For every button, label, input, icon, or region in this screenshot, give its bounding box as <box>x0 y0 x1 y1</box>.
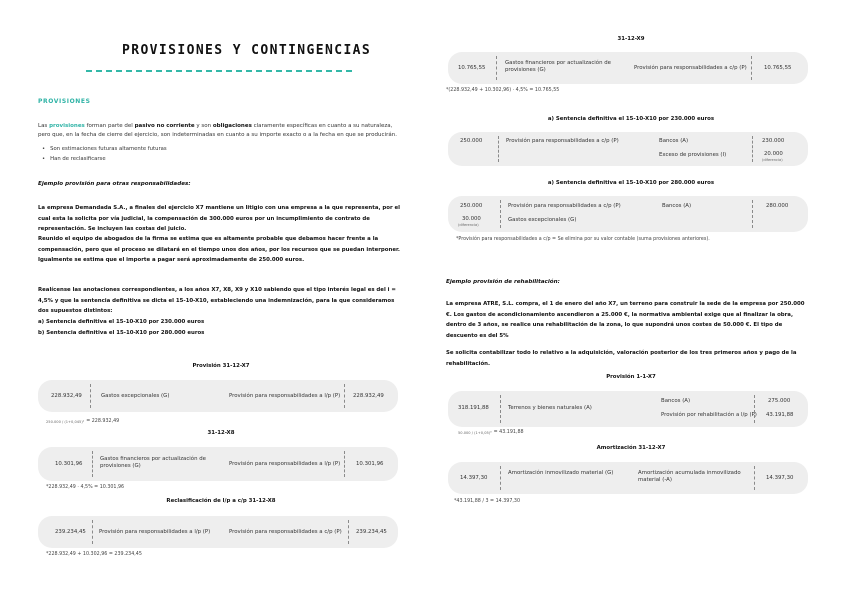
credit-account: Provisión para responsabilidades a c/p (P) <box>229 529 342 535</box>
separator <box>90 384 91 408</box>
journal-entry <box>38 516 398 548</box>
credit-amount: 10.765,55 <box>764 65 792 71</box>
intro-paragraph <box>38 122 404 139</box>
entry-title: Reclasificación de l/p a c/p 31-12-X8 <box>166 498 276 504</box>
bullet-item: • Son estimaciones futuras altamente futuras <box>42 146 167 152</box>
entry-title: a) Sentencia definitiva el 15-10-X10 por 230.000 euros <box>547 116 715 122</box>
case-b: b) Sentencia definitiva el 15-10-X10 por 280.000 euros <box>38 330 205 336</box>
debit-account: Gastos excepcionales (G) <box>508 217 577 223</box>
debit-amount: 318.191,88 <box>458 405 489 411</box>
statement-paragraph: La empresa ATRE, S.L. compra, el 1 de enero del año X7, un terreno para construir la sede de la empresa por 250.000 €. Los gastos de acondicionamiento ascendieron a 25.000 €, la normativa ambiental exige que al finalizar la obra, dentro de 3 años, se realice una rehabilitación de la zona, lo que supondrá unos costes de 50.000 €. El tipo de descuento es del 5% <box>446 301 805 339</box>
credit-account: Bancos (A) <box>661 398 691 404</box>
separator <box>344 384 345 408</box>
separator <box>496 56 497 80</box>
debit-account: Provisión para responsabilidades a c/p (P) <box>506 138 619 144</box>
debit-amount: 10.765,55 <box>458 65 486 71</box>
journal-entry <box>448 196 808 232</box>
debit-amount: 10.301,96 <box>55 461 83 467</box>
calc-note: *(228.932,49 + 10.302,96) · 4,5% = 10.765,55 <box>446 88 560 93</box>
calc-note <box>458 430 524 435</box>
credit-account: Amortización acumulada inmovilizado material (-A) <box>638 470 741 483</box>
note-result: = 43.191,88 <box>493 430 524 435</box>
journal-entry <box>38 447 398 481</box>
journal-entry <box>448 52 808 84</box>
debit-amount: 14.397,30 <box>460 475 488 481</box>
note-result: = 228.932,49 <box>86 419 120 424</box>
credit-account: Provisión para responsabilidades a l/p (P) <box>229 461 341 467</box>
separator <box>92 520 93 544</box>
credit-amount: 228.932,49 <box>353 393 384 399</box>
calc-note: *228.932,49 · 4,5% = 10.301,96 <box>46 485 125 490</box>
separator <box>752 200 753 228</box>
credit-account: Provisión para responsabilidades a c/p (P) <box>634 65 747 71</box>
credit-amount: 275.000 <box>768 398 791 404</box>
intro-text-2: forman parte del <box>84 123 135 129</box>
entry-title: a) Sentencia definitiva el 15-10-X10 por 280.000 euros <box>547 180 715 186</box>
entry-title: 31-12-X9 <box>617 36 645 42</box>
credit-amount: 14.397,30 <box>766 475 794 481</box>
statement-paragraph: Reunido el equipo de abogados de la firma se estima que es altamente probable que debamos hacer frente a la compensación, pero que el proceso se dilatará en el tiempo unos dos años, por los recursos que se puedan interponer. Igualmente se estima que el importe a pagar será aproximadamente de 250.000 euros. <box>38 236 400 263</box>
calc-note <box>46 419 119 424</box>
separator <box>754 395 755 423</box>
credit-account: Bancos (A) <box>659 138 689 144</box>
amount-subnote: (diferencia) <box>458 223 479 227</box>
intro-text-4: claramente específicas en cuanto a su naturaleza, pero que, en la fecha de cierre del ejercicio, son indeterminadas en cuanto a su importe exacto o a la fecha en que se producirán. <box>38 123 397 138</box>
credit-account: Provisión para responsabilidades a l/p (P) <box>229 393 341 399</box>
separator <box>751 56 752 80</box>
page-title: PROVISIONES Y CONTINGENCIAS <box>122 43 372 58</box>
credit-amount: 20.000 <box>764 151 783 157</box>
separator <box>752 136 753 162</box>
debit-account: Gastos financieros por actualización de provisiones (G) <box>505 60 611 73</box>
intro-text-1: Las <box>38 123 50 129</box>
debit-account: Gastos excepcionales (G) <box>101 393 170 399</box>
credit-account: Exceso de provisiones (I) <box>659 152 727 158</box>
bullet-item: • Han de reclasificarse <box>42 156 106 162</box>
separator <box>92 451 93 477</box>
debit-account: Provisión para responsabilidades a c/p (P) <box>508 203 621 209</box>
debit-amount: 30.000 <box>462 216 481 222</box>
example-title: Ejemplo provisión para otras responsabilidades: <box>38 181 191 187</box>
debit-account: Provisión para responsabilidades a l/p (P) <box>99 529 211 535</box>
entry-title: Provisión 1-1-X7 <box>606 374 656 380</box>
calc-note: *228.932,49 + 10.302,96 = 239.234,45 <box>46 552 142 557</box>
debit-amount: 250.000 <box>460 203 483 209</box>
credit-account: Bancos (A) <box>662 203 692 209</box>
credit-amount: 239.234,45 <box>356 529 387 535</box>
intro-text-3: y son <box>194 123 213 129</box>
separator <box>344 451 345 477</box>
journal-entry <box>448 462 808 494</box>
debit-account: Terrenos y bienes naturales (A) <box>508 405 592 411</box>
entry-title: Provisión 31-12-X7 <box>192 363 250 369</box>
credit-amount: 43.191,88 <box>766 412 794 418</box>
amount-subnote: (diferencia) <box>762 158 783 162</box>
note-formula: 50.000 / (1+0,05)³ <box>458 430 492 435</box>
credit-amount: 10.301,96 <box>356 461 384 467</box>
case-a: a) Sentencia definitiva el 15-10-X10 por 230.000 euros <box>38 319 205 325</box>
journal-entry <box>38 380 398 412</box>
intro-bold-1: pasivo no corriente <box>134 123 195 129</box>
calc-note: *Provisión para responsabilidades a c/p = Se elimina por su valor contable (suma provisiones anteriores). <box>456 237 710 242</box>
debit-amount: 228.932,49 <box>51 393 82 399</box>
statement-paragraph: Se solicita contabilizar todo lo relativo a la adquisición, valoración posterior de los tres primeros años y pago de la rehabilitación. <box>446 350 797 367</box>
journal-entry <box>448 391 808 427</box>
journal-entry <box>448 132 808 166</box>
statement-paragraph: Realícense las anotaciones correspondientes, a los años X7, X8, X9 y X10 sabiendo que el tipo interés legal es del i = 4,5% y que la sentencia definitiva se dicta el 15-10-X10, estableciendo una indemnización, para la que consideramos dos supuestos distintos: <box>38 287 396 314</box>
statement-paragraph: La empresa Demandada S.A., a finales del ejercicio X7 mantiene un litigio con una empresa a la que representa, por el cual esta la solicita por vía judicial, la compensación de 300.000 euros por un incumplimiento de contrato de representación. Se incluyen las costas del juicio. <box>38 205 400 232</box>
debit-amount: 250.000 <box>460 138 483 144</box>
credit-amount: 230.000 <box>762 138 785 144</box>
separator <box>500 200 501 228</box>
debit-account: Amortización inmovilizado material (G) <box>508 470 614 476</box>
section-heading: PROVISIONES <box>38 98 91 105</box>
separator <box>498 136 499 162</box>
entry-title: 31-12-X8 <box>207 430 235 436</box>
credit-account: Provisión por rehabilitación a l/p (P) <box>661 412 757 418</box>
separator <box>754 466 755 490</box>
intro-bold-2: obligaciones <box>212 123 252 129</box>
note-formula: 250.000 / (1+0,045)² <box>46 419 85 424</box>
title-underline <box>86 70 352 72</box>
credit-amount: 280.000 <box>766 203 789 209</box>
debit-account: Gastos financieros por actualización de provisiones (G) <box>100 456 206 469</box>
calc-note: *43.191,88 / 3 = 14.397,30 <box>454 499 521 504</box>
separator <box>348 520 349 544</box>
example-title: Ejemplo provisión de rehabilitación: <box>446 279 560 285</box>
separator <box>500 395 501 423</box>
intro-highlight: provisiones <box>49 123 85 129</box>
entry-title: Amortización 31-12-X7 <box>596 445 666 451</box>
debit-amount: 239.234,45 <box>55 529 86 535</box>
separator <box>500 466 501 490</box>
